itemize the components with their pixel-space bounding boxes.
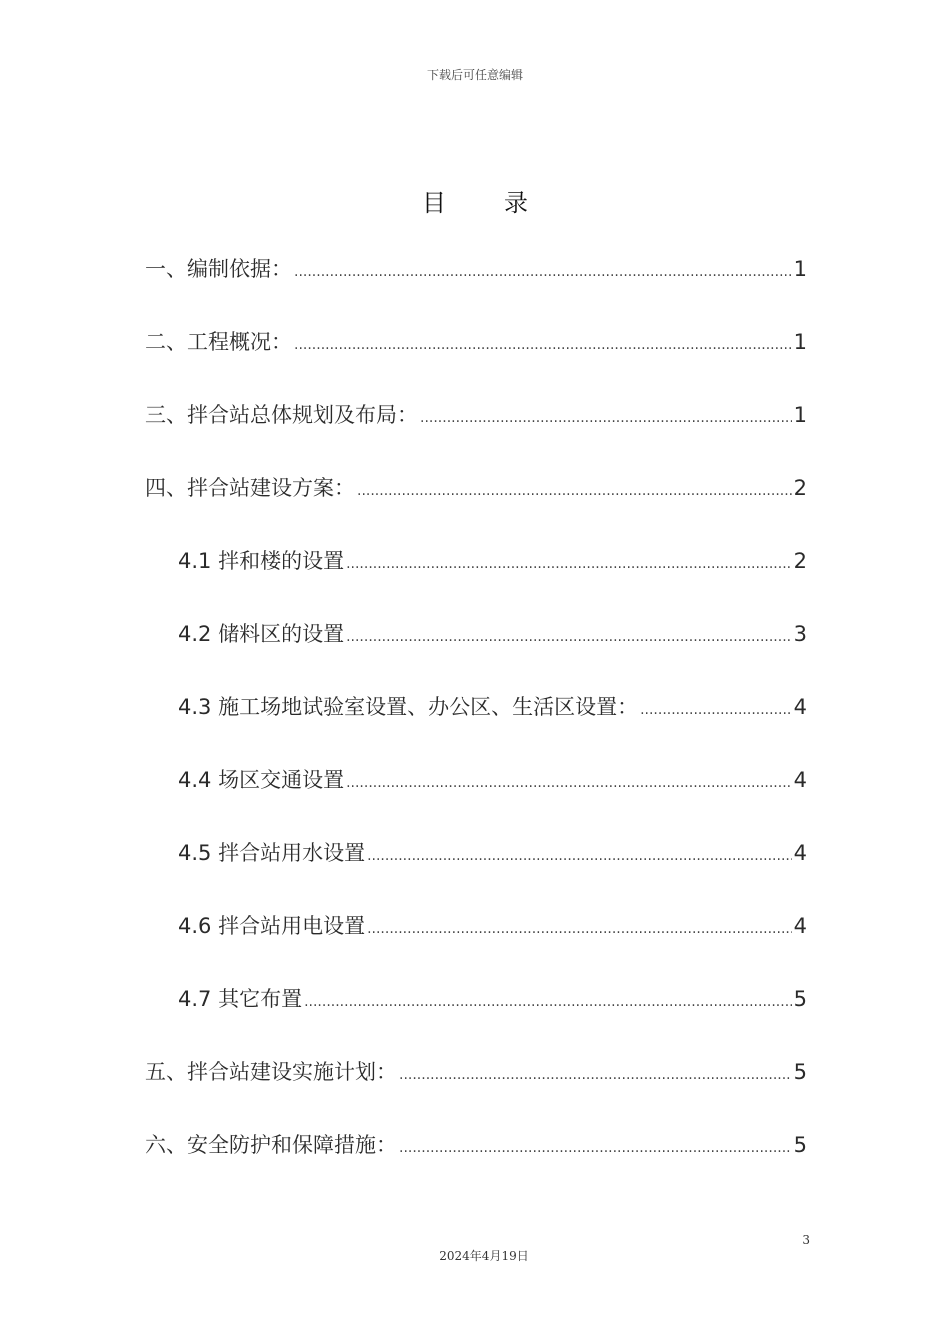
toc-entry-page: 4	[793, 914, 807, 938]
toc-entry[interactable]	[145, 398, 807, 471]
toc-entry-page: 5	[793, 987, 807, 1011]
toc-entry-label: 4.2 储料区的设置	[178, 622, 345, 646]
toc-entry[interactable]	[145, 471, 807, 544]
toc-entry-label: 4.1 拌和楼的设置	[178, 549, 345, 573]
toc-entry-label: 4.5 拌合站用水设置	[178, 841, 366, 865]
toc-entry-label: 四、拌合站建设方案：	[145, 476, 355, 500]
page-number: 3	[802, 1233, 810, 1247]
toc-leader-dots	[367, 912, 792, 946]
toc-subentry[interactable]	[145, 909, 807, 982]
toc-entry[interactable]	[145, 1128, 807, 1201]
toc-entry-label: 二、工程概况：	[145, 330, 292, 354]
toc-subentry[interactable]	[145, 836, 807, 909]
toc-entry-label: 4.4 场区交通设置	[178, 768, 345, 792]
toc-entry-page: 3	[793, 622, 807, 646]
toc-entry-label: 五、拌合站建设实施计划：	[145, 1060, 397, 1084]
toc-entry-page: 5	[793, 1133, 807, 1157]
toc-entry[interactable]	[145, 252, 807, 325]
toc-entry-page: 1	[793, 330, 807, 354]
toc-leader-dots	[399, 1058, 792, 1092]
toc-entry-page: 2	[793, 476, 807, 500]
toc-title: 目录	[422, 189, 586, 217]
toc-entry-page: 2	[793, 549, 807, 573]
toc-entry-page: 1	[793, 403, 807, 427]
toc-entry-label: 三、拌合站总体规划及布局：	[145, 403, 418, 427]
toc-subentry[interactable]	[145, 690, 807, 763]
toc-leader-dots	[367, 839, 792, 873]
toc-entry-page: 4	[793, 768, 807, 792]
toc-subentry[interactable]	[145, 544, 807, 617]
toc-leader-dots	[357, 474, 792, 508]
toc-entry-page: 1	[793, 257, 807, 281]
toc-entry-page: 4	[793, 841, 807, 865]
toc-entry-label: 4.7 其它布置	[178, 987, 303, 1011]
toc-leader-dots	[346, 547, 792, 581]
toc-leader-dots	[294, 255, 792, 289]
toc-leader-dots	[420, 401, 792, 435]
toc-entry-page: 4	[793, 695, 807, 719]
toc-leader-dots	[640, 693, 792, 727]
toc-leader-dots	[346, 620, 792, 654]
toc-leader-dots	[346, 766, 792, 800]
toc-entry-label: 一、编制依据：	[145, 257, 292, 281]
toc-entry[interactable]	[145, 1055, 807, 1128]
header-note: 下载后可任意编辑	[426, 68, 523, 82]
footer-date: 2024年4月19日	[439, 1249, 529, 1263]
toc-entry[interactable]	[145, 325, 807, 398]
toc-entry-page: 5	[793, 1060, 807, 1084]
toc-subentry[interactable]	[145, 617, 807, 690]
toc-entry-label: 4.6 拌合站用电设置	[178, 914, 366, 938]
toc-leader-dots	[304, 985, 792, 1019]
toc-subentry[interactable]	[145, 982, 807, 1055]
toc-subentry[interactable]	[145, 763, 807, 836]
toc-list	[145, 252, 807, 1201]
toc-leader-dots	[399, 1131, 792, 1165]
toc-entry-label: 六、安全防护和保障措施：	[145, 1133, 397, 1157]
toc-leader-dots	[294, 328, 792, 362]
toc-entry-label: 4.3 施工场地试验室设置、办公区、生活区设置：	[178, 695, 639, 719]
